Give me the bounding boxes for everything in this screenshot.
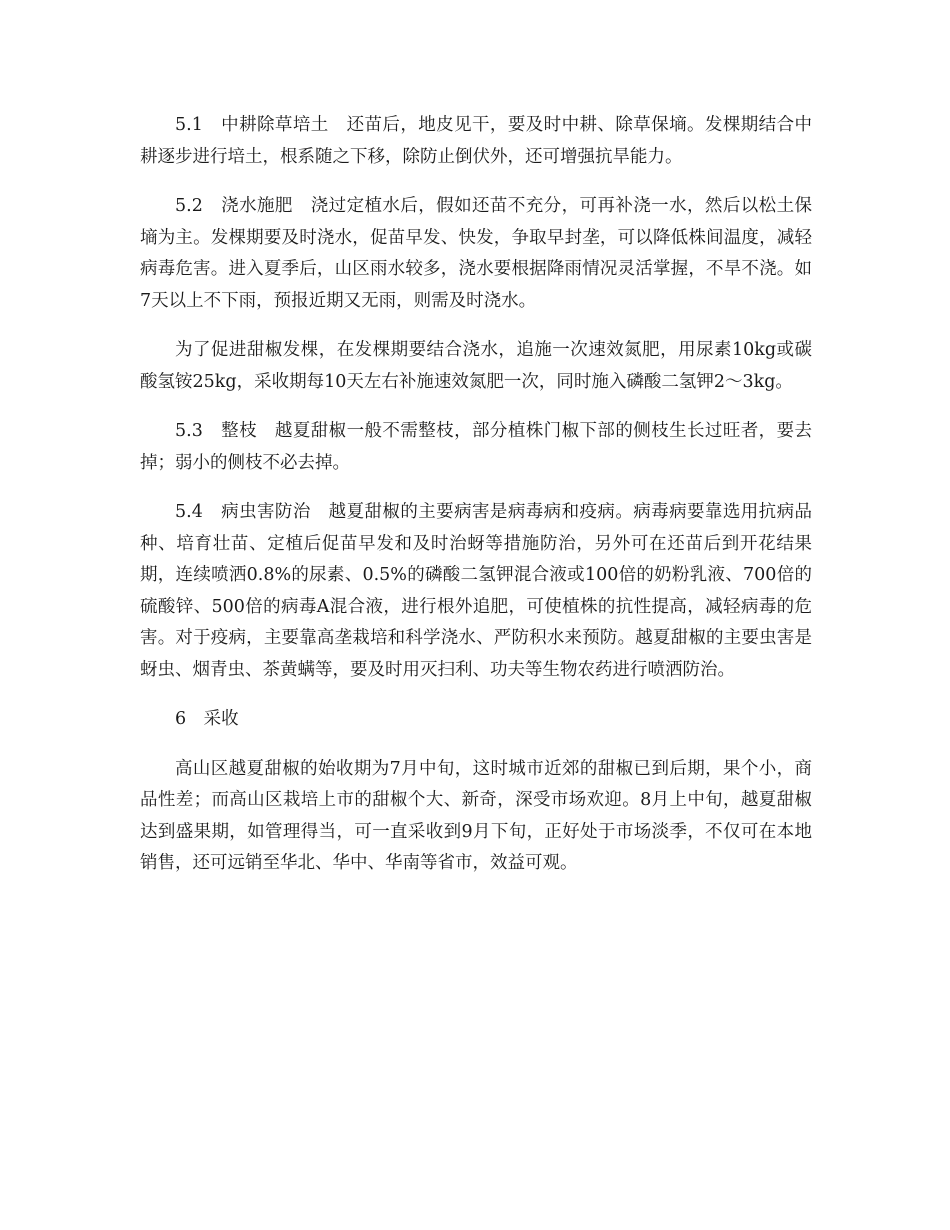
- paragraph-watering: 5.2 浇水施肥 浇过定植水后，假如还苗不充分，可再补浇一水，然后以松土保墒为主。发棵期要及时浇水，促苗早发、快发，争取早封垄，可以降低株间温度，减轻病毒危害。进入夏季后，山区雨水较多，浇水要根据降雨情况灵活掌握，不旱不浇。如7天以上不下雨，预报近期又无雨，则需及时浇水。: [140, 196, 812, 311]
- paragraph-cultivation: 5.1 中耕除草培土 还苗后，地皮见干，要及时中耕、除草保墒。发棵期结合中耕逐步进行培土，根系随之下移，除防止倒伏外，还可增强抗旱能力。: [140, 115, 812, 167]
- paragraph-pest-control: 5.4 病虫害防治 越夏甜椒的主要病害是病毒病和疫病。病毒病要靠选用抗病品种、培育壮苗、定植后促苗早发和及时治蚜等措施防治，另外可在还苗后到开花结果期，连续喷洒0.8%的尿素、0.5%的磷酸二氢钾混合液或100倍的奶粉乳液、700倍的硫酸锌、500倍的病毒A混合液，进行根外追肥，可使植株的抗性提高，减轻病毒的危害。对于疫病，主要靠高垄栽培和科学浇水、严防积水来预防。越夏甜椒的主要虫害是蚜虫、烟青虫、茶黄螨等，要及时用灭扫利、功夫等生物农药进行喷洒防治。: [140, 502, 812, 680]
- paragraph-harvest: 高山区越夏甜椒的始收期为7月中旬，这时城市近郊的甜椒已到后期，果个小，商品性差；而高山区栽培上市的甜椒个大、新奇，深受市场欢迎。8月上中旬，越夏甜椒达到盛果期，如管理得当，可一直采收到9月下旬，正好处于市场淡季，不仅可在本地销售，还可远销至华北、华中、华南等省市，效益可观。: [140, 758, 812, 873]
- paragraph-pruning: 5.3 整枝 越夏甜椒一般不需整枝，部分植株门椒下部的侧枝生长过旺者，要去掉；弱小的侧枝不必去掉。: [140, 421, 812, 473]
- section-heading-harvest: 6 采收: [175, 709, 239, 729]
- paragraph-fertilizing: 为了促进甜椒发棵，在发棵期要结合浇水，追施一次速效氮肥，用尿素10kg或碳酸氢铵25kg，采收期每10天左右补施速效氮肥一次，同时施入磷酸二氢钾2～3kg。: [140, 340, 812, 392]
- document-body: [140, 110, 812, 898]
